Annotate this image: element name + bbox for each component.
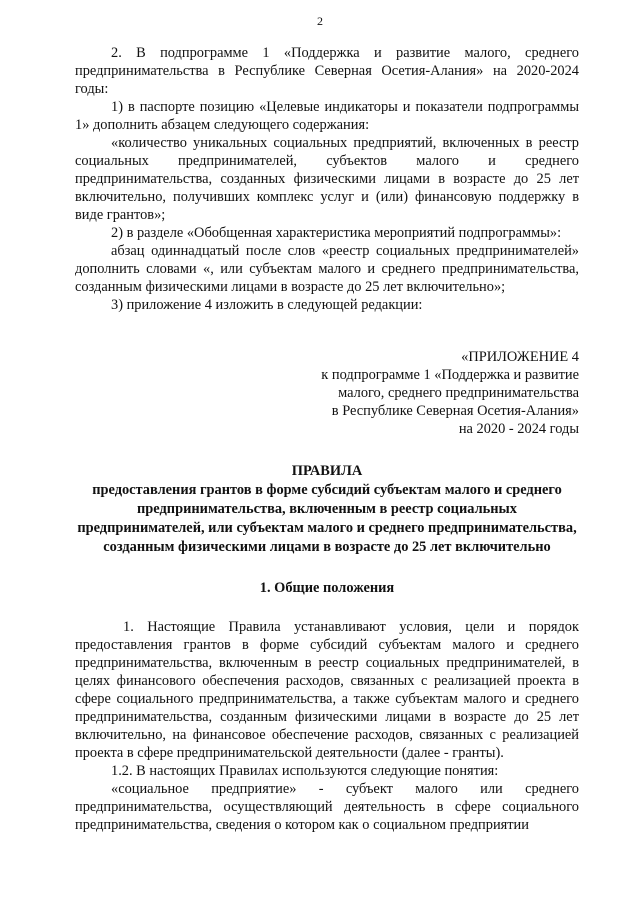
paragraph: 3) приложение 4 изложить в следующей редакции: xyxy=(111,297,423,313)
paragraph: 2. В подпрограмме 1 «Поддержка и развитие малого, среднего предпринимательства в Республике Северная Осетия-Алания» на 2020-2024 годы: xyxy=(75,45,579,97)
paragraph: абзац одиннадцатый после слов «реестр социальных предпринимателей» дополнить словами «, или субъектам малого и среднего предпринимательства, созданным физическими лицами в возрасте до 25 лет включительно»; xyxy=(75,243,579,295)
page-number: 2 xyxy=(317,14,323,28)
appendix-line: на 2020 - 2024 годы xyxy=(458,421,579,437)
rules-title: ПРАВИЛА xyxy=(291,463,363,479)
appendix-line: к подпрограмме 1 «Поддержка и развитие xyxy=(321,367,579,383)
paragraph: 1.2. В настоящих Правилах используются следующие понятия: xyxy=(111,763,499,779)
paragraph: «социальное предприятие» - субъект малого или среднего предпринимательства, осуществляющий деятельность в сфере социального предпринимательства, сведения о котором как о социальном предприятии xyxy=(75,781,579,833)
paragraph: «количество уникальных социальных предприятий, включенных в реестр социальных предпринимателей, субъектов малого и среднего предпринимательства, созданных физическими лицами в возрасте до 25 лет включительно, получивших комплекс услуг и (или) финансовую поддержку в виде грантов»; xyxy=(75,135,579,223)
paragraph: 1. Настоящие Правила устанавливают условия, цели и порядок предоставления грантов в форме субсидий субъектам малого и среднего предпринимательства, включенным в реестр социальных предпринимателей, в целях финансового обеспечения расходов, связанных с реализацией проекта в сфере социального предпринимательства, а также субъектам малого и среднего предпринимательства, созданным физическими лицами в возрасте до 25 лет включительно, на финансовое обеспечение расходов, связанных с реализацией проекта в сфере предпринимательской деятельности (далее - гранты). xyxy=(75,619,579,761)
paragraph: 2) в разделе «Обобщенная характеристика мероприятий подпрограммы»: xyxy=(111,225,562,241)
paragraph: 1) в паспорте позицию «Целевые индикаторы и показатели подпрограммы 1» дополнить абзацем следующего содержания: xyxy=(75,99,579,133)
rules-title-block xyxy=(75,462,579,557)
appendix-line: в Республике Северная Осетия-Алания» xyxy=(331,403,579,419)
rules-subtitle: предоставления грантов в форме субсидий субъектам малого и среднего предпринимательства, включенным в реестр социальных предпринимателей, или субъектам малого и среднего предпринимательства, созданным физическими лицами в возрасте до 25 лет включительно xyxy=(77,482,577,555)
section-heading: 1. Общие положения xyxy=(259,580,395,596)
document-body xyxy=(75,44,579,834)
appendix-line: малого, среднего предпринимательства xyxy=(338,385,579,401)
appendix-header xyxy=(75,348,579,438)
appendix-line: «ПРИЛОЖЕНИЕ 4 xyxy=(461,349,579,365)
